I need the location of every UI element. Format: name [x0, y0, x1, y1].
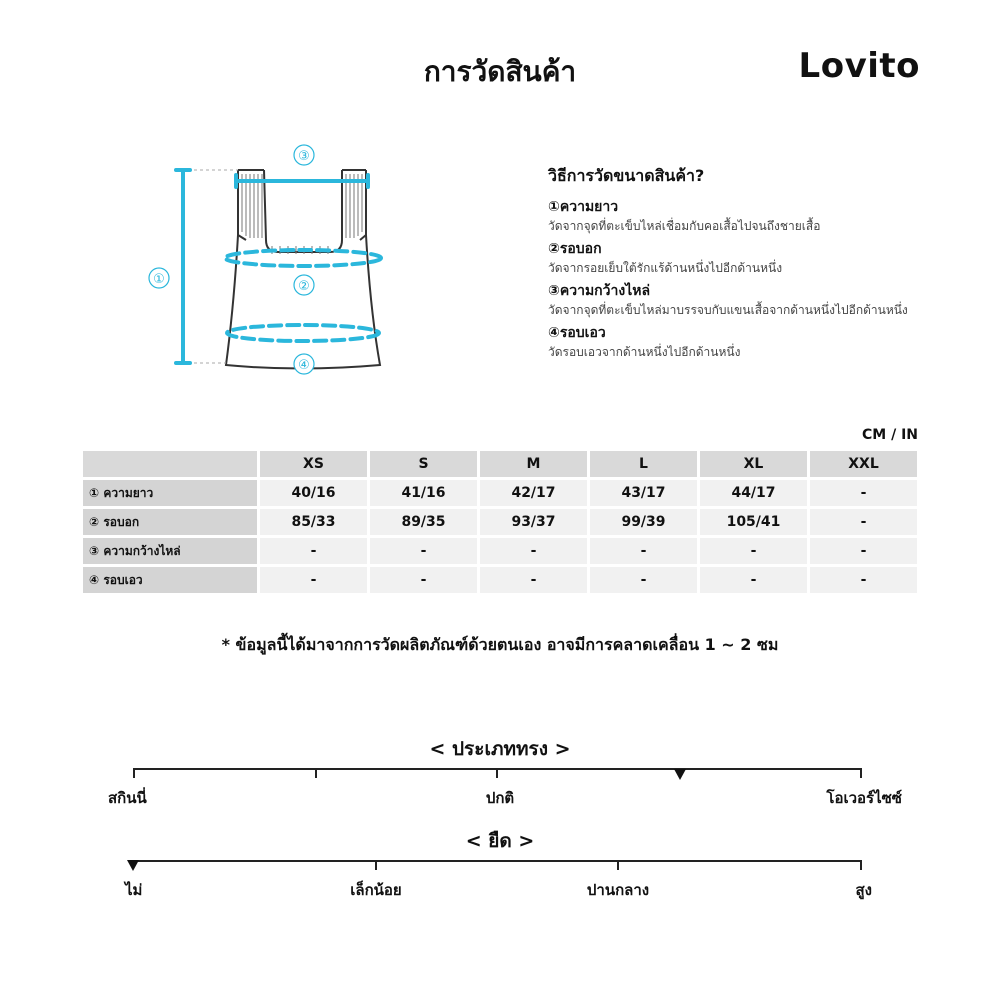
tank-top-diagram	[140, 140, 400, 390]
howto-item	[548, 323, 968, 361]
table-row	[83, 509, 917, 535]
table-cell: -	[480, 567, 587, 593]
badge-length: ①	[153, 272, 165, 287]
stretch-scale-tick	[860, 860, 862, 870]
stretch-label-slight: เล็กน้อย	[350, 881, 402, 899]
stretch-label-medium: ปานกลาง	[586, 881, 650, 899]
table-cell: -	[260, 567, 367, 593]
stretch-scale-line	[133, 860, 862, 862]
row-label: ③ ความกว้างไหล่	[83, 538, 257, 564]
table-cell: -	[810, 567, 917, 593]
howto-item-name: ②รอบอก	[548, 241, 602, 257]
waist-line	[227, 325, 379, 341]
stretch-label-high: สูง	[855, 881, 872, 899]
fit-scale-tick	[496, 768, 498, 778]
badge-shoulder: ③	[298, 149, 310, 164]
table-row	[83, 538, 917, 564]
stretch-scale-tick	[375, 860, 377, 870]
size-header: XXL	[810, 451, 917, 477]
stretch-scale-tick	[617, 860, 619, 870]
badge-waist: ④	[298, 358, 310, 373]
size-header: L	[590, 451, 697, 477]
table-cell: 89/35	[370, 509, 477, 535]
stretch-scale-marker	[127, 860, 139, 871]
table-cell: 43/17	[590, 480, 697, 506]
table-row	[83, 567, 917, 593]
row-label: ④ รอบเอว	[83, 567, 257, 593]
size-header-row	[83, 451, 917, 477]
howto-item-desc: วัดรอบเอวจากด้านหนึ่งไปอีกด้านหนึ่ง	[548, 345, 741, 359]
table-cell: 44/17	[700, 480, 807, 506]
table-cell: -	[260, 538, 367, 564]
table-cell: -	[590, 567, 697, 593]
fit-scale-tick	[860, 768, 862, 778]
table-row	[83, 480, 917, 506]
howto-item-desc: วัดจากรอยเย็บใต้รักแร้ด้านหนึ่งไปอีกด้านหนึ่ง	[548, 261, 783, 275]
brand-logo: Lovito	[798, 46, 920, 86]
table-cell: -	[700, 538, 807, 564]
fit-scale-marker	[674, 769, 686, 780]
table-cell: 93/37	[480, 509, 587, 535]
table-cell: -	[810, 509, 917, 535]
measurement-note: * ข้อมูลนี้ได้มาจากการวัดผลิตภัณฑ์ด้วยตนเอง อาจมีการคลาดเคลื่อน 1 ~ 2 ซม	[221, 635, 779, 654]
fit-scale-title: < ประเภททรง >	[429, 738, 571, 760]
fit-scale-tick	[315, 768, 317, 778]
howto-item	[548, 281, 968, 319]
howto-item-name: ①ความยาว	[548, 199, 619, 215]
howto-title: วิธีการวัดขนาดสินค้า?	[548, 166, 705, 185]
table-corner	[83, 451, 257, 477]
rib-texture	[242, 174, 362, 254]
howto-item-desc: วัดจากจุดที่ตะเข็บไหล่เชื่อมกับคอเสื้อไปจนถึงชายเสื้อ	[548, 219, 821, 233]
table-cell: -	[370, 567, 477, 593]
size-header: XL	[700, 451, 807, 477]
table-cell: -	[590, 538, 697, 564]
table-cell: 85/33	[260, 509, 367, 535]
size-header: S	[370, 451, 477, 477]
howto-item-desc: วัดจากจุดที่ตะเข็บไหล่มาบรรจบกับแขนเสื้อจากด้านหนึ่งไปอีกด้านหนึ่ง	[548, 303, 908, 317]
table-cell: 41/16	[370, 480, 477, 506]
row-label: ② รอบอก	[83, 509, 257, 535]
table-cell: 42/17	[480, 480, 587, 506]
table-cell: -	[370, 538, 477, 564]
fit-scale-tick	[133, 768, 135, 778]
stretch-scale-title: < ยืด >	[465, 830, 535, 852]
stretch-label-none: ไม่	[125, 881, 143, 899]
howto-panel	[548, 164, 968, 365]
table-cell: -	[480, 538, 587, 564]
row-label: ① ความยาว	[83, 480, 257, 506]
fit-label-oversize: โอเวอร์ไซซ์	[826, 789, 902, 807]
unit-label: CM / IN	[862, 427, 918, 443]
badge-chest: ②	[298, 279, 310, 294]
table-cell: -	[810, 480, 917, 506]
table-cell: 105/41	[700, 509, 807, 535]
table-cell: -	[810, 538, 917, 564]
size-header: M	[480, 451, 587, 477]
howto-item-name: ④รอบเอว	[548, 325, 606, 341]
fit-label-skinny: สกินนี่	[108, 789, 147, 807]
table-cell: -	[700, 567, 807, 593]
page-title: การวัดสินค้า	[423, 55, 577, 88]
howto-item	[548, 197, 968, 235]
howto-item	[548, 239, 968, 277]
size-header: XS	[260, 451, 367, 477]
howto-item-name: ③ความกว้างไหล่	[548, 283, 651, 299]
table-cell: 99/39	[590, 509, 697, 535]
size-table	[80, 448, 920, 596]
fit-label-regular: ปกติ	[485, 789, 515, 807]
table-cell: 40/16	[260, 480, 367, 506]
